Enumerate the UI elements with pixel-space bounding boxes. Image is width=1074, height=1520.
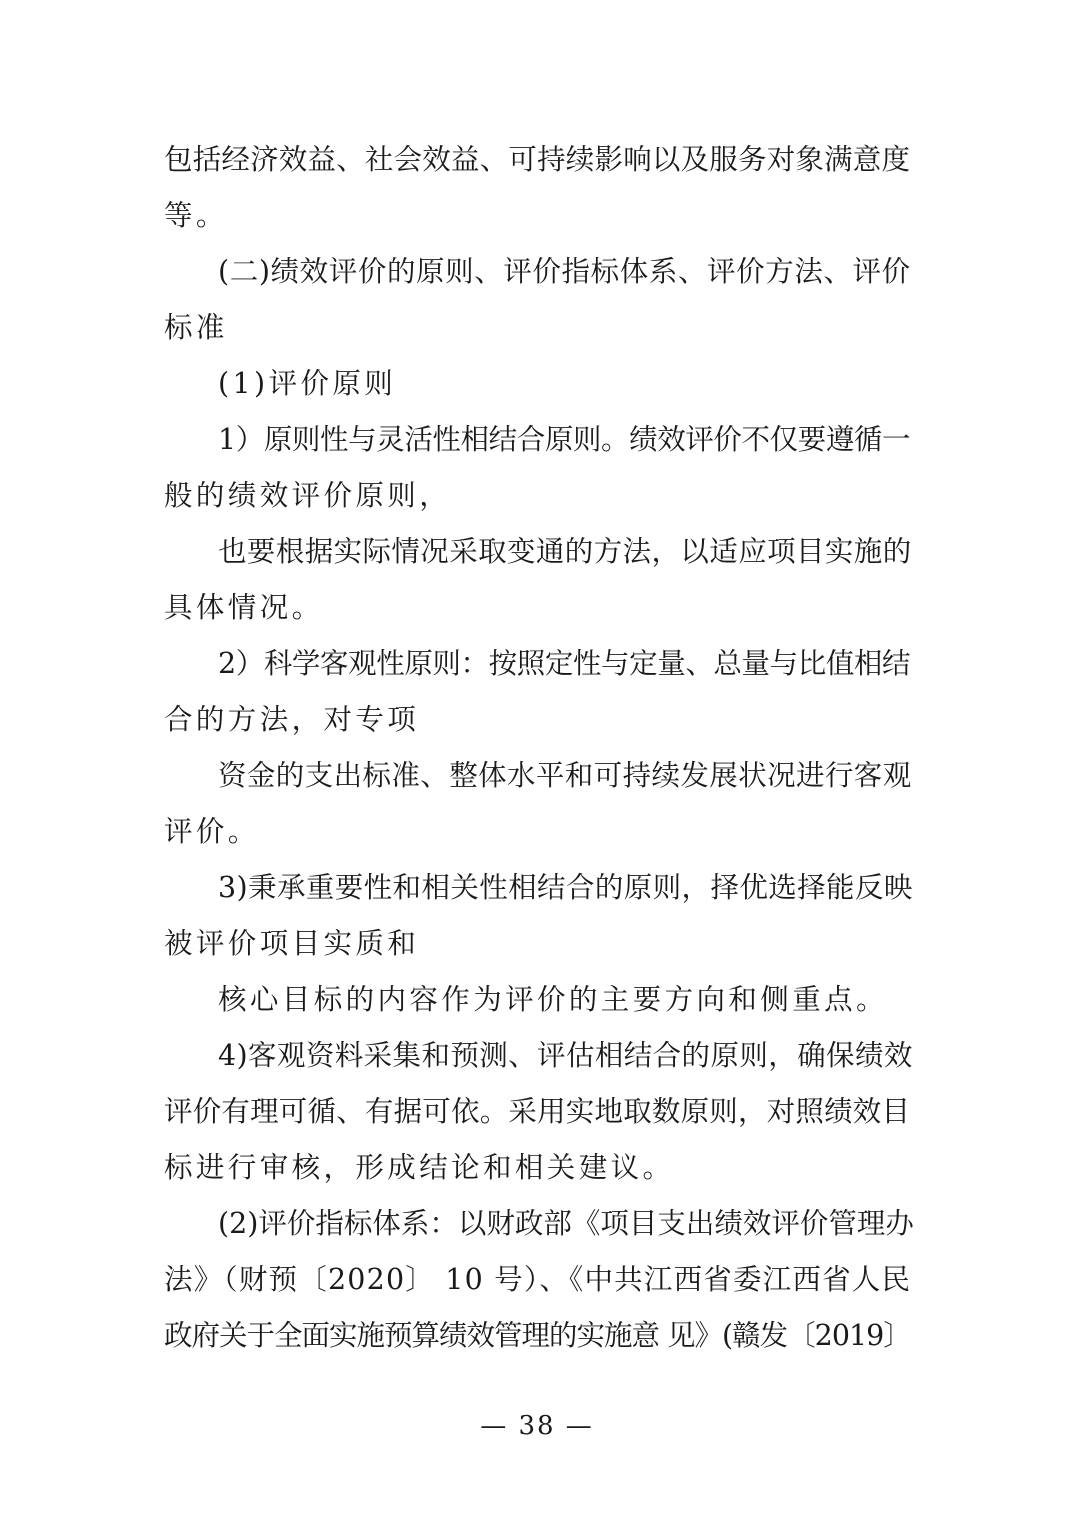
page-number: — 38 — — [480, 1411, 594, 1441]
text-line: 3)秉承重要性和相关性相结合的原则，择优选择能反映 — [218, 871, 913, 904]
text-line: 1）原则性与灵活性相结合原则。绩效评价不仅要遵循一 — [218, 423, 911, 456]
section-heading: (二)绩效评价的原则、评价指标体系、评价方法、评价 — [218, 255, 911, 288]
text-line: 评价。 — [164, 815, 260, 848]
text-line: 法》（财预〔2020〕 10 号）、《中共江西省委江西省人民 — [164, 1263, 912, 1296]
text-line: 合的方法，对专项 — [164, 703, 420, 736]
text-line: 评价有理可循、有据可依。采用实地取数原则，对照绩效目 — [164, 1095, 911, 1128]
text-line: 包括经济效益、社会效益、可持续影响以及服务对象满意度 — [164, 143, 911, 176]
text-line: 标准 — [164, 311, 228, 344]
text-line: 等。 — [164, 199, 228, 232]
text-line: 资金的支出标准、整体水平和可持续发展状况进行客观 — [218, 759, 912, 792]
text-line: 核心目标的内容作为评价的主要方向和侧重点。 — [218, 983, 888, 1016]
text-line: 4)客观资料采集和预测、评估相结合的原则，确保绩效 — [218, 1039, 913, 1072]
text-line: 政府关于全面实施预算绩效管理的实施意 见》(赣发〔2019〕 — [164, 1319, 911, 1352]
text-line: 标进行审核，形成结论和相关建议。 — [164, 1151, 675, 1184]
text-line: 被评价项目实质和 — [164, 927, 420, 960]
text-line: 2）科学客观性原则：按照定性与定量、总量与比值相结 — [218, 647, 911, 680]
text-line: 也要根据实际情况采取变通的方法，以适应项目实施的 — [218, 535, 912, 568]
text-line: 具体情况。 — [164, 591, 324, 624]
text-line: 般的绩效评价原则， — [164, 479, 452, 512]
subsection-heading: (1)评价原则 — [218, 367, 397, 400]
subsection-heading: (2)评价指标体系：以财政部《项目支出绩效评价管理办 — [218, 1207, 914, 1240]
